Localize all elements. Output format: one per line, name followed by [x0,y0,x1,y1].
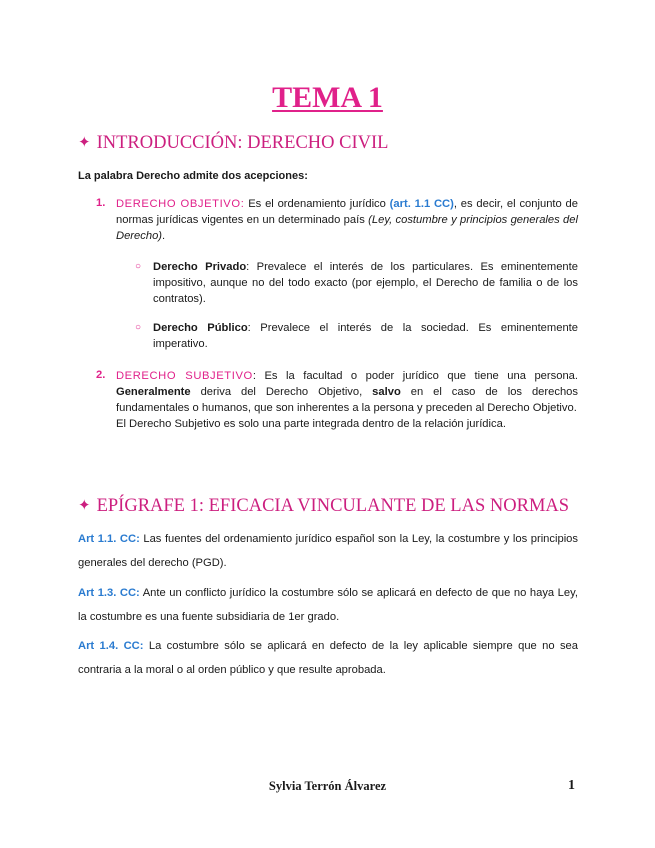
list-number: 1. [96,197,106,209]
section-heading-epigrafe-1 [78,494,569,519]
intro-text: La palabra Derecho admite dos acepciones: [78,170,308,182]
list-item-derecho-publico: Derecho Público: Prevalece el interés de la sociedad. Es eminentemente imperativo. [153,322,578,350]
list-item-derecho-subjetivo: DERECHO SUBJETIVO: Es la facultad o poder jurídico que tiene una persona. Generalmente deriva del Derecho Objetivo, salvo en el caso de los derechos fundamentales o humanos, que son inherentes a la persona y preceden al Derecho Objetivo. El Derecho Subjetivo es solo una parte integrada dentro de la relación jurídica. [116,370,578,430]
article-paragraph: Art 1.3. CC: Ante un conflicto jurídico la costumbre sólo se aplicará en defecto de que no haya Ley, la costumbre es una fuente subsidiaria de 1er grado. [78,587,579,623]
term-derecho-subjetivo: DERECHO SUBJETIVO [116,370,253,382]
page-number: 1 [568,778,575,793]
list-number: 2. [96,369,106,381]
list-item-derecho-privado: Derecho Privado: Prevalece el interés de los particulares. Es eminentemente impositivo, aunque no del todo exacto (por ejemplo, el Derecho de familia o de los contratos). [153,261,578,305]
article-paragraph: Art 1.4. CC: La costumbre sólo se aplicará en defecto de la ley aplicable siempre que no sea contraria a la moral o al orden público y que resulte aprobada. [78,640,578,676]
star-bullet-icon: ✦ [78,135,91,151]
circle-bullet-icon: ○ [135,261,142,272]
article-reference: (art. 1.1 CC) [389,198,454,210]
page-title: TEMA 1 [272,81,383,114]
article-reference: Art 1.4. CC: [78,640,144,652]
list-item-derecho-objetivo: DERECHO OBJETIVO: Es el ordenamiento jurídico (art. 1.1 CC), es decir, el conjunto de normas jurídicas vigentes en un determinado país (Ley, costumbre y principios generales del Derecho). [116,198,578,242]
derecho-subjetivo-note: El Derecho Subjetivo es solo una parte integrada dentro de la relación jurídica. [116,418,506,430]
footer-author: Sylvia Terrón Álvarez [268,779,387,793]
star-bullet-icon: ✦ [78,498,91,514]
section-heading-intro [78,131,388,156]
circle-bullet-icon: ○ [135,322,142,333]
article-reference: Art 1.1. CC: [78,533,140,545]
article-paragraph: Art 1.1. CC: Las fuentes del ordenamiento jurídico español son la Ley, la costumbre y los principios generales del derecho (PGD). [78,533,579,569]
term-derecho-objetivo: DERECHO OBJETIVO [116,198,241,210]
article-reference: Art 1.3. CC: [78,587,140,599]
section-heading-text: EPÍGRAFE 1: EFICACIA VINCULANTE DE LAS NORMAS [96,496,570,516]
section-heading-text: INTRODUCCIÓN: DERECHO CIVIL [96,133,389,153]
